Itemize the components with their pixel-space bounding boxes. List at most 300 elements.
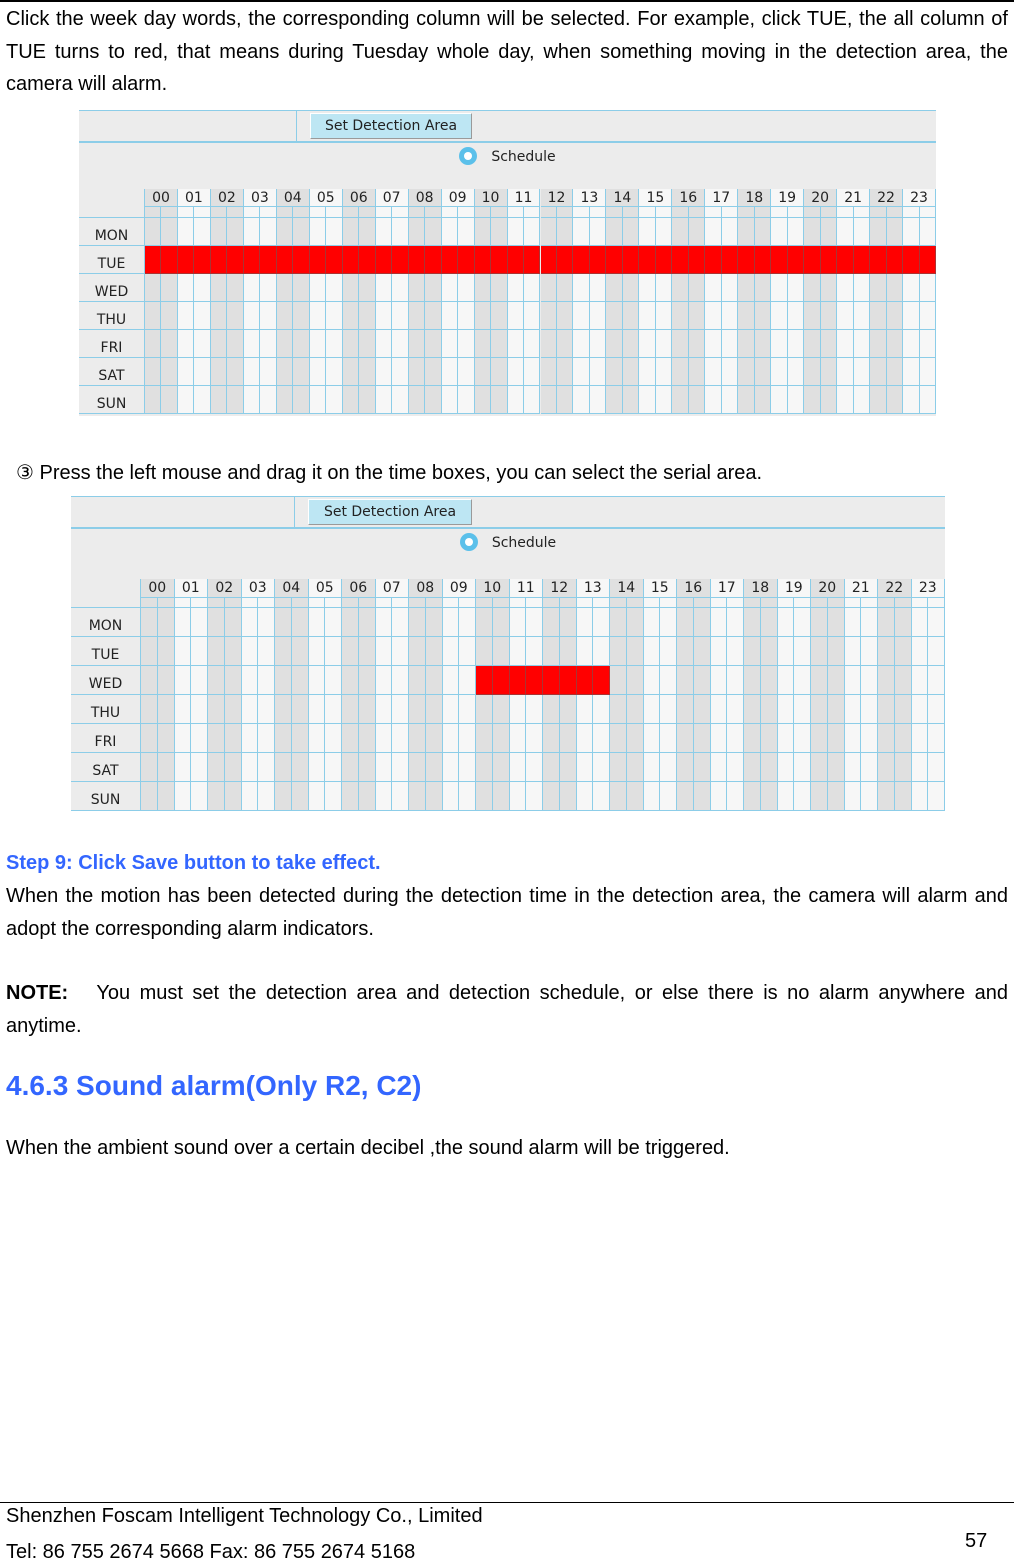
- time-slot[interactable]: [761, 782, 778, 811]
- time-slot[interactable]: [727, 724, 744, 753]
- time-slot[interactable]: [660, 753, 677, 782]
- time-slot[interactable]: [342, 637, 359, 666]
- time-slot[interactable]: [524, 218, 540, 246]
- time-slot[interactable]: [326, 386, 342, 414]
- time-slot[interactable]: [425, 302, 441, 330]
- time-slot[interactable]: [493, 724, 510, 753]
- time-slot-selected[interactable]: [656, 246, 672, 274]
- time-slot[interactable]: [244, 274, 260, 302]
- time-slot[interactable]: [409, 637, 426, 666]
- time-slot[interactable]: [260, 358, 276, 386]
- time-slot[interactable]: [887, 358, 903, 386]
- time-slot[interactable]: [644, 724, 661, 753]
- time-slot[interactable]: [526, 753, 543, 782]
- time-slot[interactable]: [309, 608, 326, 637]
- time-slot[interactable]: [771, 358, 787, 386]
- time-slot[interactable]: [912, 782, 929, 811]
- time-slot[interactable]: [392, 330, 408, 358]
- time-slot[interactable]: [672, 218, 688, 246]
- time-slot-selected[interactable]: [524, 246, 540, 274]
- time-slot[interactable]: [310, 218, 326, 246]
- time-slot-selected[interactable]: [376, 246, 392, 274]
- time-slot[interactable]: [208, 753, 225, 782]
- time-slot[interactable]: [325, 608, 342, 637]
- time-slot[interactable]: [208, 782, 225, 811]
- time-slot[interactable]: [854, 358, 870, 386]
- time-slot[interactable]: [870, 218, 886, 246]
- time-slot[interactable]: [491, 218, 507, 246]
- time-slot[interactable]: [639, 386, 655, 414]
- time-slot[interactable]: [409, 330, 425, 358]
- time-slot[interactable]: [761, 724, 778, 753]
- time-slot-selected[interactable]: [392, 246, 408, 274]
- time-slot[interactable]: [593, 724, 610, 753]
- time-slot[interactable]: [912, 695, 929, 724]
- time-slot[interactable]: [458, 386, 474, 414]
- time-slot[interactable]: [672, 274, 688, 302]
- time-slot[interactable]: [526, 695, 543, 724]
- time-slot[interactable]: [359, 724, 376, 753]
- time-slot[interactable]: [878, 753, 895, 782]
- hour-label-20[interactable]: 20: [811, 579, 845, 598]
- time-slot[interactable]: [325, 724, 342, 753]
- time-slot[interactable]: [392, 782, 409, 811]
- time-slot[interactable]: [227, 274, 243, 302]
- time-slot[interactable]: [788, 218, 804, 246]
- time-slot-selected[interactable]: [442, 246, 458, 274]
- time-slot[interactable]: [161, 218, 177, 246]
- hour-label-22[interactable]: 22: [878, 579, 912, 598]
- time-slot-selected[interactable]: [510, 666, 527, 695]
- time-slot[interactable]: [627, 666, 644, 695]
- hour-label-23[interactable]: 23: [903, 189, 936, 207]
- hour-label-08[interactable]: 08: [409, 189, 442, 207]
- hour-label-12[interactable]: 12: [541, 189, 574, 207]
- time-slot[interactable]: [242, 753, 259, 782]
- time-slot[interactable]: [590, 302, 606, 330]
- time-slot[interactable]: [560, 695, 577, 724]
- time-slot[interactable]: [778, 608, 795, 637]
- time-slot[interactable]: [310, 358, 326, 386]
- time-slot-selected[interactable]: [475, 246, 491, 274]
- time-slot[interactable]: [794, 666, 811, 695]
- hour-label-01[interactable]: 01: [175, 579, 209, 598]
- time-slot[interactable]: [541, 218, 557, 246]
- time-slot[interactable]: [821, 330, 837, 358]
- time-slot[interactable]: [211, 386, 227, 414]
- time-slot[interactable]: [689, 330, 705, 358]
- time-slot[interactable]: [788, 330, 804, 358]
- time-slot[interactable]: [459, 637, 476, 666]
- time-slot-selected[interactable]: [577, 666, 594, 695]
- time-slot[interactable]: [343, 302, 359, 330]
- time-slot[interactable]: [722, 358, 738, 386]
- time-slot[interactable]: [508, 218, 524, 246]
- time-slot[interactable]: [443, 666, 460, 695]
- time-slot[interactable]: [141, 637, 158, 666]
- time-slot[interactable]: [194, 218, 210, 246]
- time-slot[interactable]: [426, 753, 443, 782]
- time-slot[interactable]: [493, 637, 510, 666]
- time-slot[interactable]: [141, 695, 158, 724]
- time-slot[interactable]: [593, 782, 610, 811]
- hour-label-19[interactable]: 19: [778, 579, 812, 598]
- time-slot[interactable]: [694, 608, 711, 637]
- time-slot[interactable]: [426, 724, 443, 753]
- time-slot[interactable]: [794, 695, 811, 724]
- time-slot[interactable]: [895, 608, 912, 637]
- time-slot[interactable]: [761, 666, 778, 695]
- time-slot[interactable]: [755, 358, 771, 386]
- time-slot[interactable]: [526, 637, 543, 666]
- time-slot[interactable]: [895, 753, 912, 782]
- time-slot[interactable]: [292, 782, 309, 811]
- time-slot[interactable]: [227, 386, 243, 414]
- time-slot[interactable]: [376, 637, 393, 666]
- time-slot-selected[interactable]: [870, 246, 886, 274]
- time-slot[interactable]: [242, 724, 259, 753]
- time-slot-selected[interactable]: [738, 246, 754, 274]
- time-slot[interactable]: [211, 302, 227, 330]
- time-slot[interactable]: [508, 274, 524, 302]
- time-slot[interactable]: [677, 724, 694, 753]
- time-slot[interactable]: [425, 274, 441, 302]
- time-slot-selected[interactable]: [161, 246, 177, 274]
- time-slot[interactable]: [560, 637, 577, 666]
- time-slot[interactable]: [426, 695, 443, 724]
- time-slot[interactable]: [845, 608, 862, 637]
- time-slot[interactable]: [309, 637, 326, 666]
- time-slot[interactable]: [510, 782, 527, 811]
- time-slot[interactable]: [928, 637, 945, 666]
- time-slot[interactable]: [920, 330, 936, 358]
- time-slot-selected[interactable]: [476, 666, 493, 695]
- time-slot[interactable]: [755, 302, 771, 330]
- hour-label-14[interactable]: 14: [606, 189, 639, 207]
- hour-label-02[interactable]: 02: [208, 579, 242, 598]
- time-slot[interactable]: [705, 274, 721, 302]
- time-slot[interactable]: [510, 753, 527, 782]
- time-slot[interactable]: [491, 358, 507, 386]
- time-slot[interactable]: [491, 274, 507, 302]
- time-slot[interactable]: [191, 724, 208, 753]
- time-slot[interactable]: [689, 358, 705, 386]
- time-slot[interactable]: [861, 753, 878, 782]
- time-slot[interactable]: [541, 330, 557, 358]
- time-slot[interactable]: [677, 753, 694, 782]
- time-slot-selected[interactable]: [491, 246, 507, 274]
- time-slot[interactable]: [258, 608, 275, 637]
- hour-label-07[interactable]: 07: [376, 189, 409, 207]
- time-slot[interactable]: [459, 753, 476, 782]
- time-slot[interactable]: [870, 274, 886, 302]
- time-slot[interactable]: [392, 386, 408, 414]
- time-slot[interactable]: [928, 724, 945, 753]
- time-slot-selected[interactable]: [310, 246, 326, 274]
- time-slot[interactable]: [277, 330, 293, 358]
- time-slot-selected[interactable]: [145, 246, 161, 274]
- time-slot-selected[interactable]: [359, 246, 375, 274]
- time-slot[interactable]: [158, 608, 175, 637]
- time-slot[interactable]: [887, 386, 903, 414]
- hour-label-11[interactable]: 11: [510, 579, 544, 598]
- time-slot-selected[interactable]: [705, 246, 721, 274]
- time-slot[interactable]: [178, 330, 194, 358]
- time-slot[interactable]: [878, 695, 895, 724]
- time-slot[interactable]: [778, 724, 795, 753]
- time-slot[interactable]: [325, 753, 342, 782]
- time-slot[interactable]: [727, 695, 744, 724]
- time-slot[interactable]: [903, 330, 919, 358]
- time-slot[interactable]: [227, 302, 243, 330]
- time-slot[interactable]: [475, 386, 491, 414]
- time-slot[interactable]: [310, 330, 326, 358]
- time-slot-selected[interactable]: [211, 246, 227, 274]
- time-slot[interactable]: [458, 358, 474, 386]
- time-slot[interactable]: [811, 608, 828, 637]
- time-slot[interactable]: [342, 724, 359, 753]
- time-slot[interactable]: [543, 782, 560, 811]
- hour-label-09[interactable]: 09: [443, 579, 477, 598]
- time-slot[interactable]: [376, 302, 392, 330]
- time-slot[interactable]: [794, 753, 811, 782]
- time-slot[interactable]: [211, 330, 227, 358]
- time-slot[interactable]: [761, 637, 778, 666]
- time-slot[interactable]: [744, 666, 761, 695]
- time-slot[interactable]: [476, 782, 493, 811]
- time-slot[interactable]: [677, 608, 694, 637]
- time-slot[interactable]: [258, 782, 275, 811]
- time-slot[interactable]: [804, 386, 820, 414]
- time-slot[interactable]: [639, 218, 655, 246]
- time-slot[interactable]: [526, 782, 543, 811]
- time-slot[interactable]: [755, 386, 771, 414]
- time-slot[interactable]: [359, 782, 376, 811]
- time-slot[interactable]: [211, 218, 227, 246]
- time-slot[interactable]: [811, 753, 828, 782]
- time-slot[interactable]: [623, 218, 639, 246]
- time-slot[interactable]: [788, 274, 804, 302]
- time-slot[interactable]: [590, 358, 606, 386]
- time-slot[interactable]: [458, 218, 474, 246]
- time-slot[interactable]: [828, 637, 845, 666]
- time-slot[interactable]: [491, 330, 507, 358]
- time-slot[interactable]: [705, 218, 721, 246]
- time-slot[interactable]: [771, 330, 787, 358]
- time-slot[interactable]: [543, 695, 560, 724]
- time-slot[interactable]: [771, 218, 787, 246]
- time-slot[interactable]: [376, 330, 392, 358]
- time-slot[interactable]: [376, 753, 393, 782]
- time-slot[interactable]: [194, 386, 210, 414]
- time-slot[interactable]: [225, 695, 242, 724]
- time-slot[interactable]: [443, 695, 460, 724]
- time-slot[interactable]: [672, 302, 688, 330]
- time-slot[interactable]: [208, 695, 225, 724]
- time-slot[interactable]: [442, 386, 458, 414]
- time-slot[interactable]: [409, 218, 425, 246]
- time-slot[interactable]: [887, 218, 903, 246]
- time-slot[interactable]: [242, 782, 259, 811]
- time-slot[interactable]: [392, 302, 408, 330]
- time-slot[interactable]: [161, 330, 177, 358]
- hour-label-18[interactable]: 18: [744, 579, 778, 598]
- time-slot[interactable]: [275, 753, 292, 782]
- time-slot[interactable]: [510, 695, 527, 724]
- time-slot[interactable]: [493, 782, 510, 811]
- time-slot[interactable]: [277, 218, 293, 246]
- time-slot[interactable]: [277, 302, 293, 330]
- time-slot[interactable]: [459, 608, 476, 637]
- time-slot[interactable]: [804, 330, 820, 358]
- time-slot[interactable]: [557, 302, 573, 330]
- time-slot[interactable]: [828, 753, 845, 782]
- time-slot[interactable]: [560, 724, 577, 753]
- time-slot-selected[interactable]: [804, 246, 820, 274]
- time-slot[interactable]: [912, 608, 929, 637]
- time-slot[interactable]: [175, 724, 192, 753]
- time-slot[interactable]: [821, 302, 837, 330]
- time-slot[interactable]: [526, 724, 543, 753]
- time-slot[interactable]: [903, 274, 919, 302]
- time-slot[interactable]: [811, 724, 828, 753]
- time-slot[interactable]: [794, 782, 811, 811]
- time-slot[interactable]: [244, 302, 260, 330]
- hour-label-02[interactable]: 02: [211, 189, 244, 207]
- time-slot[interactable]: [491, 386, 507, 414]
- time-slot[interactable]: [778, 637, 795, 666]
- time-slot[interactable]: [672, 386, 688, 414]
- time-slot[interactable]: [744, 695, 761, 724]
- hour-label-13[interactable]: 13: [573, 189, 606, 207]
- time-slot[interactable]: [705, 302, 721, 330]
- time-slot[interactable]: [476, 753, 493, 782]
- time-slot[interactable]: [244, 218, 260, 246]
- time-slot[interactable]: [878, 724, 895, 753]
- time-slot[interactable]: [292, 753, 309, 782]
- time-slot[interactable]: [928, 666, 945, 695]
- time-slot-selected[interactable]: [689, 246, 705, 274]
- time-slot[interactable]: [376, 218, 392, 246]
- time-slot[interactable]: [475, 330, 491, 358]
- hour-label-11[interactable]: 11: [508, 189, 541, 207]
- time-slot[interactable]: [191, 637, 208, 666]
- hour-label-03[interactable]: 03: [244, 189, 277, 207]
- time-slot[interactable]: [711, 724, 728, 753]
- time-slot[interactable]: [573, 302, 589, 330]
- time-slot[interactable]: [161, 358, 177, 386]
- time-slot[interactable]: [593, 637, 610, 666]
- time-slot[interactable]: [722, 218, 738, 246]
- time-slot[interactable]: [161, 386, 177, 414]
- hour-label-21[interactable]: 21: [845, 579, 879, 598]
- time-slot[interactable]: [861, 782, 878, 811]
- time-slot[interactable]: [689, 386, 705, 414]
- time-slot[interactable]: [258, 637, 275, 666]
- time-slot[interactable]: [161, 274, 177, 302]
- time-slot[interactable]: [577, 608, 594, 637]
- time-slot[interactable]: [158, 724, 175, 753]
- schedule-grid[interactable]: [71, 579, 945, 810]
- time-slot[interactable]: [606, 302, 622, 330]
- time-slot[interactable]: [677, 695, 694, 724]
- time-slot[interactable]: [854, 218, 870, 246]
- time-slot[interactable]: [409, 302, 425, 330]
- time-slot[interactable]: [376, 274, 392, 302]
- time-slot[interactable]: [920, 302, 936, 330]
- time-slot[interactable]: [443, 782, 460, 811]
- time-slot[interactable]: [392, 666, 409, 695]
- time-slot[interactable]: [524, 330, 540, 358]
- time-slot[interactable]: [293, 386, 309, 414]
- time-slot[interactable]: [475, 218, 491, 246]
- time-slot[interactable]: [178, 274, 194, 302]
- time-slot[interactable]: [325, 695, 342, 724]
- time-slot[interactable]: [392, 274, 408, 302]
- time-slot[interactable]: [627, 695, 644, 724]
- time-slot[interactable]: [178, 358, 194, 386]
- time-slot[interactable]: [309, 782, 326, 811]
- time-slot[interactable]: [711, 666, 728, 695]
- time-slot[interactable]: [644, 666, 661, 695]
- time-slot[interactable]: [145, 218, 161, 246]
- time-slot[interactable]: [845, 637, 862, 666]
- time-slot[interactable]: [861, 724, 878, 753]
- time-slot[interactable]: [761, 753, 778, 782]
- time-slot[interactable]: [458, 330, 474, 358]
- time-slot[interactable]: [656, 218, 672, 246]
- time-slot[interactable]: [727, 753, 744, 782]
- time-slot[interactable]: [711, 608, 728, 637]
- time-slot[interactable]: [476, 608, 493, 637]
- time-slot[interactable]: [744, 753, 761, 782]
- time-slot[interactable]: [442, 218, 458, 246]
- time-slot[interactable]: [510, 724, 527, 753]
- time-slot[interactable]: [359, 753, 376, 782]
- time-slot[interactable]: [425, 386, 441, 414]
- hour-label-03[interactable]: 03: [242, 579, 276, 598]
- time-slot[interactable]: [510, 608, 527, 637]
- time-slot[interactable]: [837, 302, 853, 330]
- time-slot-selected[interactable]: [277, 246, 293, 274]
- time-slot-selected[interactable]: [244, 246, 260, 274]
- time-slot-selected[interactable]: [508, 246, 524, 274]
- time-slot[interactable]: [738, 330, 754, 358]
- time-slot[interactable]: [161, 302, 177, 330]
- day-label-fri[interactable]: FRI: [71, 724, 141, 753]
- time-slot[interactable]: [639, 330, 655, 358]
- time-slot[interactable]: [225, 724, 242, 753]
- time-slot[interactable]: [524, 358, 540, 386]
- time-slot[interactable]: [656, 358, 672, 386]
- time-slot-selected[interactable]: [887, 246, 903, 274]
- time-slot[interactable]: [837, 358, 853, 386]
- time-slot[interactable]: [526, 608, 543, 637]
- time-slot[interactable]: [639, 358, 655, 386]
- time-slot[interactable]: [744, 724, 761, 753]
- time-slot-selected[interactable]: [560, 666, 577, 695]
- time-slot[interactable]: [309, 666, 326, 695]
- time-slot[interactable]: [837, 274, 853, 302]
- time-slot[interactable]: [837, 330, 853, 358]
- time-slot[interactable]: [260, 386, 276, 414]
- time-slot[interactable]: [557, 330, 573, 358]
- time-slot-selected[interactable]: [672, 246, 688, 274]
- time-slot[interactable]: [326, 274, 342, 302]
- time-slot[interactable]: [359, 637, 376, 666]
- time-slot[interactable]: [277, 358, 293, 386]
- time-slot[interactable]: [623, 274, 639, 302]
